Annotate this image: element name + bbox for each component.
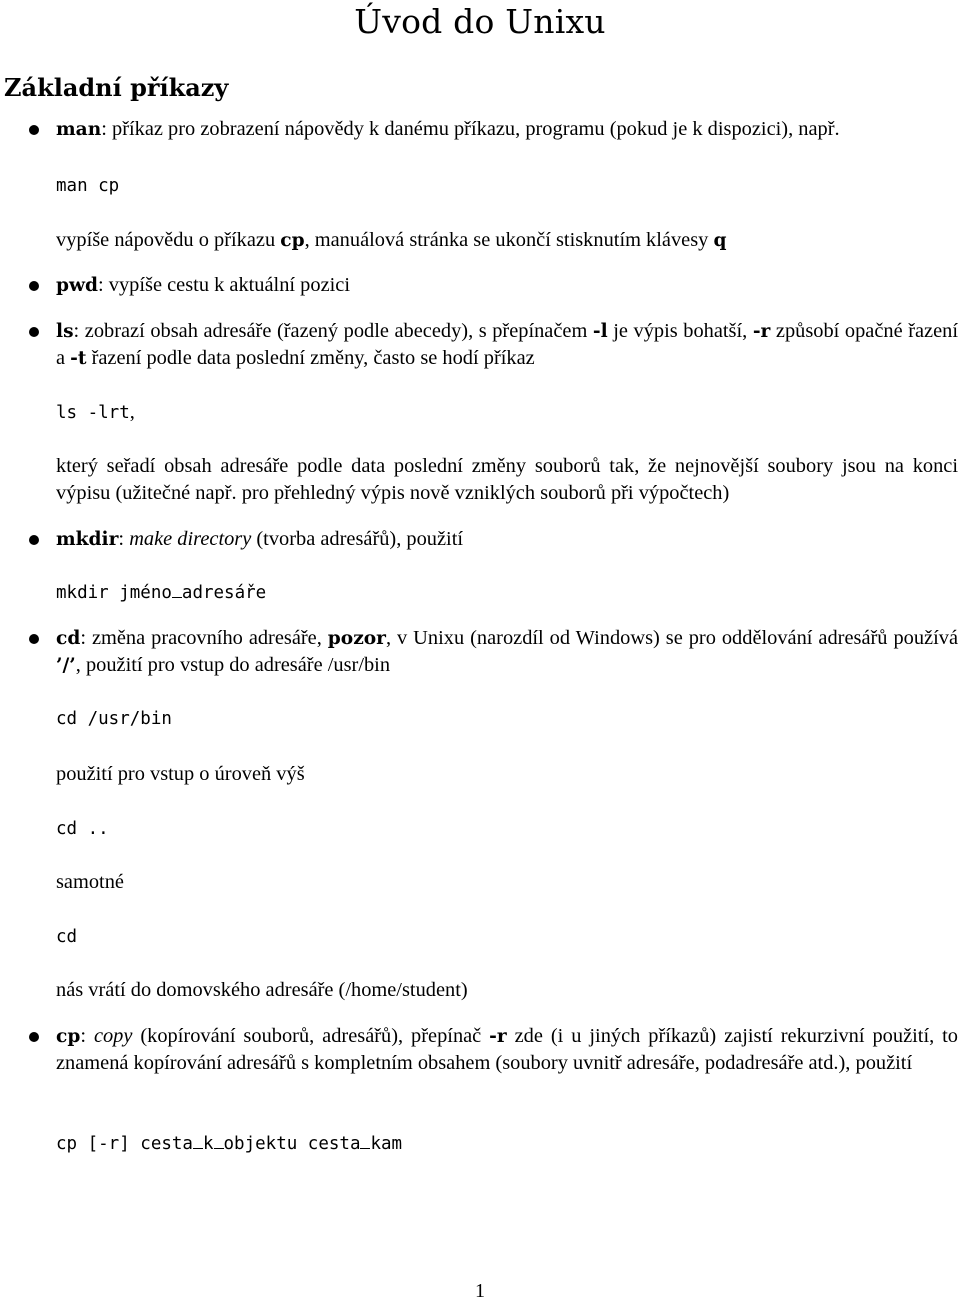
code-example: man cp <box>56 176 120 196</box>
paragraph: nás vrátí do domovského adresáře (/home/student) <box>56 979 468 1001</box>
underscore-mark <box>214 1134 224 1149</box>
command-name: cd <box>56 628 81 649</box>
bullet-icon <box>29 327 39 337</box>
page-number: 1 <box>475 1280 485 1302</box>
section-heading: Základní příkazy <box>4 73 229 102</box>
command-name: pwd <box>56 275 99 296</box>
bullet-icon <box>29 535 39 545</box>
bullet-icon <box>29 125 39 135</box>
code-example: cd .. <box>56 819 109 839</box>
bullet-icon <box>29 281 39 291</box>
list-item-cd: cd: změna pracovního adresáře, pozor, v Unixu (narozdíl od Windows) se pro oddělování adresářů používá ’/’, použití pro vstup do adresáře /usr/bin <box>56 627 958 676</box>
command-name: ls <box>56 321 74 342</box>
code-example: cd /usr/bin <box>56 709 172 729</box>
paragraph: vypíše nápovědu o příkazu cp, manuálová stránka se ukončí stisknutím klávesy q <box>56 229 727 251</box>
code-example: mkdir jméno adresáře <box>56 583 267 603</box>
command-name: cp <box>56 1026 81 1047</box>
document-title: Úvod do Unixu <box>354 2 606 41</box>
item-description: : příkaz pro zobrazení nápovědy k danému příkazu, programu (pokud je k dispozici), např. <box>101 118 840 140</box>
list-item-man <box>56 116 958 143</box>
command-name: mkdir <box>56 529 119 550</box>
list-item-mkdir: mkdir: make directory (tvorba adresářů), použití <box>56 528 464 550</box>
underscore-mark <box>193 1134 203 1149</box>
code-example: ls -lrt, <box>56 401 135 423</box>
bullet-icon <box>29 634 39 644</box>
underscore-mark <box>172 583 182 598</box>
list-item-cp: cp: copy (kopírování souborů, adresářů), přepínač -r zde (i u jiných příkazů) zajistí rekurzivní použití, to znamená kopírování adresářů s kompletním obsahem (soubory uvnitř adresáře, podadresáře atd.), použití <box>56 1025 959 1074</box>
list-item-pwd <box>56 272 958 299</box>
code-example: cp [-r] cesta k objektu cesta kam <box>56 1134 403 1154</box>
paragraph: použití pro vstup o úroveň výš <box>56 763 305 785</box>
underscore-mark <box>360 1134 370 1149</box>
command-name: man <box>56 119 102 140</box>
bullet-icon <box>29 1032 39 1042</box>
item-description: : vypíše cestu k aktuální pozici <box>98 274 351 296</box>
list-item-ls: ls: zobrazí obsah adresáře (řazený podle abecedy), s přepínačem -l je výpis bohatší, -r způsobí opačné řazení a -t řazení podle data poslední změny, často se hodí příkaz <box>56 320 958 369</box>
paragraph: který seřadí obsah adresáře podle data poslední změny souborů tak, že nejnovější soubory jsou na konci výpisu (užitečné např. pro přehledný výpis nově vzniklých souborů při výpočtech) <box>56 455 958 504</box>
paragraph: samotné <box>56 871 124 893</box>
code-example: cd <box>56 927 78 947</box>
